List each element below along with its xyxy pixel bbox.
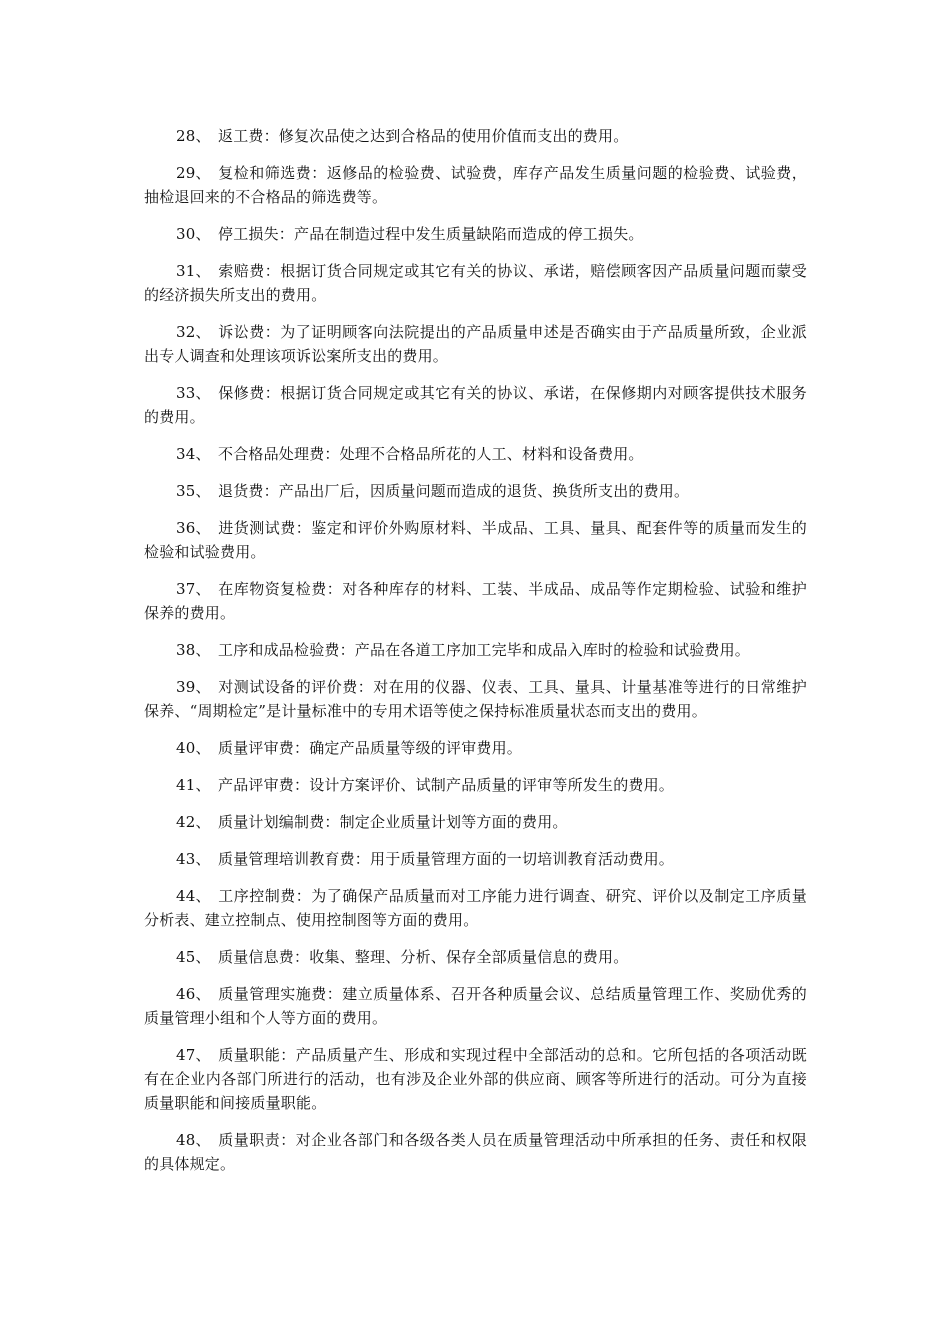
entry-35 [144, 479, 807, 503]
entry-text: 复检和筛选费：返修品的检验费、试验费，库存产品发生质量问题的检验费、试验费，抽检退回来的不合格品的筛选费等。 [144, 164, 807, 206]
entry-text: 质量职责：对企业各部门和各级各类人员在质量管理活动中所承担的任务、责任和权限的具体规定。 [144, 1131, 807, 1173]
entry-text: 退货费：产品出厂后，因质量问题而造成的退货、换货所支出的费用。 [218, 482, 690, 500]
entry-34 [144, 442, 807, 466]
entry-44 [144, 884, 807, 932]
entry-number: 30、 [176, 225, 211, 243]
entry-text: 进货测试费：鉴定和评价外购原材料、半成品、工具、量具、配套件等的质量而发生的检验和试验费用。 [144, 519, 807, 561]
entry-38 [144, 638, 807, 662]
entry-text: 质量管理培训教育费：用于质量管理方面的一切培训教育活动费用。 [218, 850, 675, 868]
entry-32 [144, 320, 807, 368]
entry-number: 45、 [176, 948, 211, 966]
entry-text: 质量管理实施费：建立质量体系、召开各种质量会议、总结质量管理工作、奖励优秀的质量管理小组和个人等方面的费用。 [144, 985, 807, 1027]
entry-text: 不合格品处理费：处理不合格品所花的人工、材料和设备费用。 [218, 445, 644, 463]
entry-47 [144, 1043, 807, 1115]
entry-number: 36、 [176, 519, 211, 537]
entry-33 [144, 381, 807, 429]
entry-number: 47、 [176, 1046, 211, 1064]
entry-39 [144, 675, 807, 723]
entry-number: 28、 [176, 127, 211, 145]
entry-text: 质量计划编制费：制定企业质量计划等方面的费用。 [218, 813, 568, 831]
entry-29 [144, 161, 807, 209]
entry-number: 31、 [176, 262, 211, 280]
entry-text: 在库物资复检费：对各种库存的材料、工装、半成品、成品等作定期检验、试验和维护保养的费用。 [144, 580, 807, 622]
entry-number: 41、 [176, 776, 211, 794]
entry-number: 29、 [176, 164, 211, 182]
entry-text: 停工损失：产品在制造过程中发生质量缺陷而造成的停工损失。 [218, 225, 644, 243]
entry-text: 索赔费：根据订货合同规定或其它有关的协议、承诺，赔偿顾客因产品质量问题而蒙受的经济损失所支出的费用。 [144, 262, 807, 304]
entry-number: 37、 [176, 580, 211, 598]
entry-number: 44、 [176, 887, 211, 905]
entry-31 [144, 259, 807, 307]
entry-36 [144, 516, 807, 564]
entry-text: 诉讼费：为了证明顾客向法院提出的产品质量申述是否确实由于产品质量所致，企业派出专人调查和处理该项诉讼案所支出的费用。 [144, 323, 807, 365]
entry-number: 40、 [176, 739, 211, 757]
entry-number: 39、 [176, 678, 211, 696]
entry-28 [144, 124, 807, 148]
entry-40 [144, 736, 807, 760]
entry-text: 质量职能：产品质量产生、形成和实现过程中全部活动的总和。它所包括的各项活动既有在企业内各部门所进行的活动，也有涉及企业外部的供应商、顾客等所进行的活动。可分为直接质量职能和间接质量职能。 [144, 1046, 807, 1112]
entry-number: 46、 [176, 985, 211, 1003]
entry-46 [144, 982, 807, 1030]
entry-number: 35、 [176, 482, 211, 500]
entry-30 [144, 222, 807, 246]
entry-text: 产品评审费：设计方案评价、试制产品质量的评审等所发生的费用。 [218, 776, 675, 794]
entry-text: 质量信息费：收集、整理、分析、保存全部质量信息的费用。 [218, 948, 629, 966]
entry-43 [144, 847, 807, 871]
entry-text: 质量评审费：确定产品质量等级的评审费用。 [218, 739, 523, 757]
entry-45 [144, 945, 807, 969]
entry-number: 33、 [176, 384, 211, 402]
entry-number: 43、 [176, 850, 211, 868]
entry-number: 34、 [176, 445, 211, 463]
entry-41 [144, 773, 807, 797]
entry-text: 工序控制费：为了确保产品质量而对工序能力进行调查、研究、评价以及制定工序质量分析表、建立控制点、使用控制图等方面的费用。 [144, 887, 807, 929]
entry-text: 工序和成品检验费：产品在各道工序加工完毕和成品入库时的检验和试验费用。 [218, 641, 751, 659]
entry-number: 42、 [176, 813, 211, 831]
entry-text: 返工费：修复次品使之达到合格品的使用价值而支出的费用。 [218, 127, 629, 145]
entry-42 [144, 810, 807, 834]
entry-text: 对测试设备的评价费：对在用的仪器、仪表、工具、量具、计量基准等进行的日常维护保养、“周期检定”是计量标准中的专用术语等使之保持标准质量状态而支出的费用。 [144, 678, 807, 720]
entry-number: 32、 [176, 323, 211, 341]
entry-text: 保修费：根据订货合同规定或其它有关的协议、承诺，在保修期内对顾客提供技术服务的费用。 [144, 384, 807, 426]
entry-number: 38、 [176, 641, 211, 659]
entry-number: 48、 [176, 1131, 211, 1149]
entry-37 [144, 577, 807, 625]
entry-48 [144, 1128, 807, 1176]
document-body [144, 124, 807, 1189]
